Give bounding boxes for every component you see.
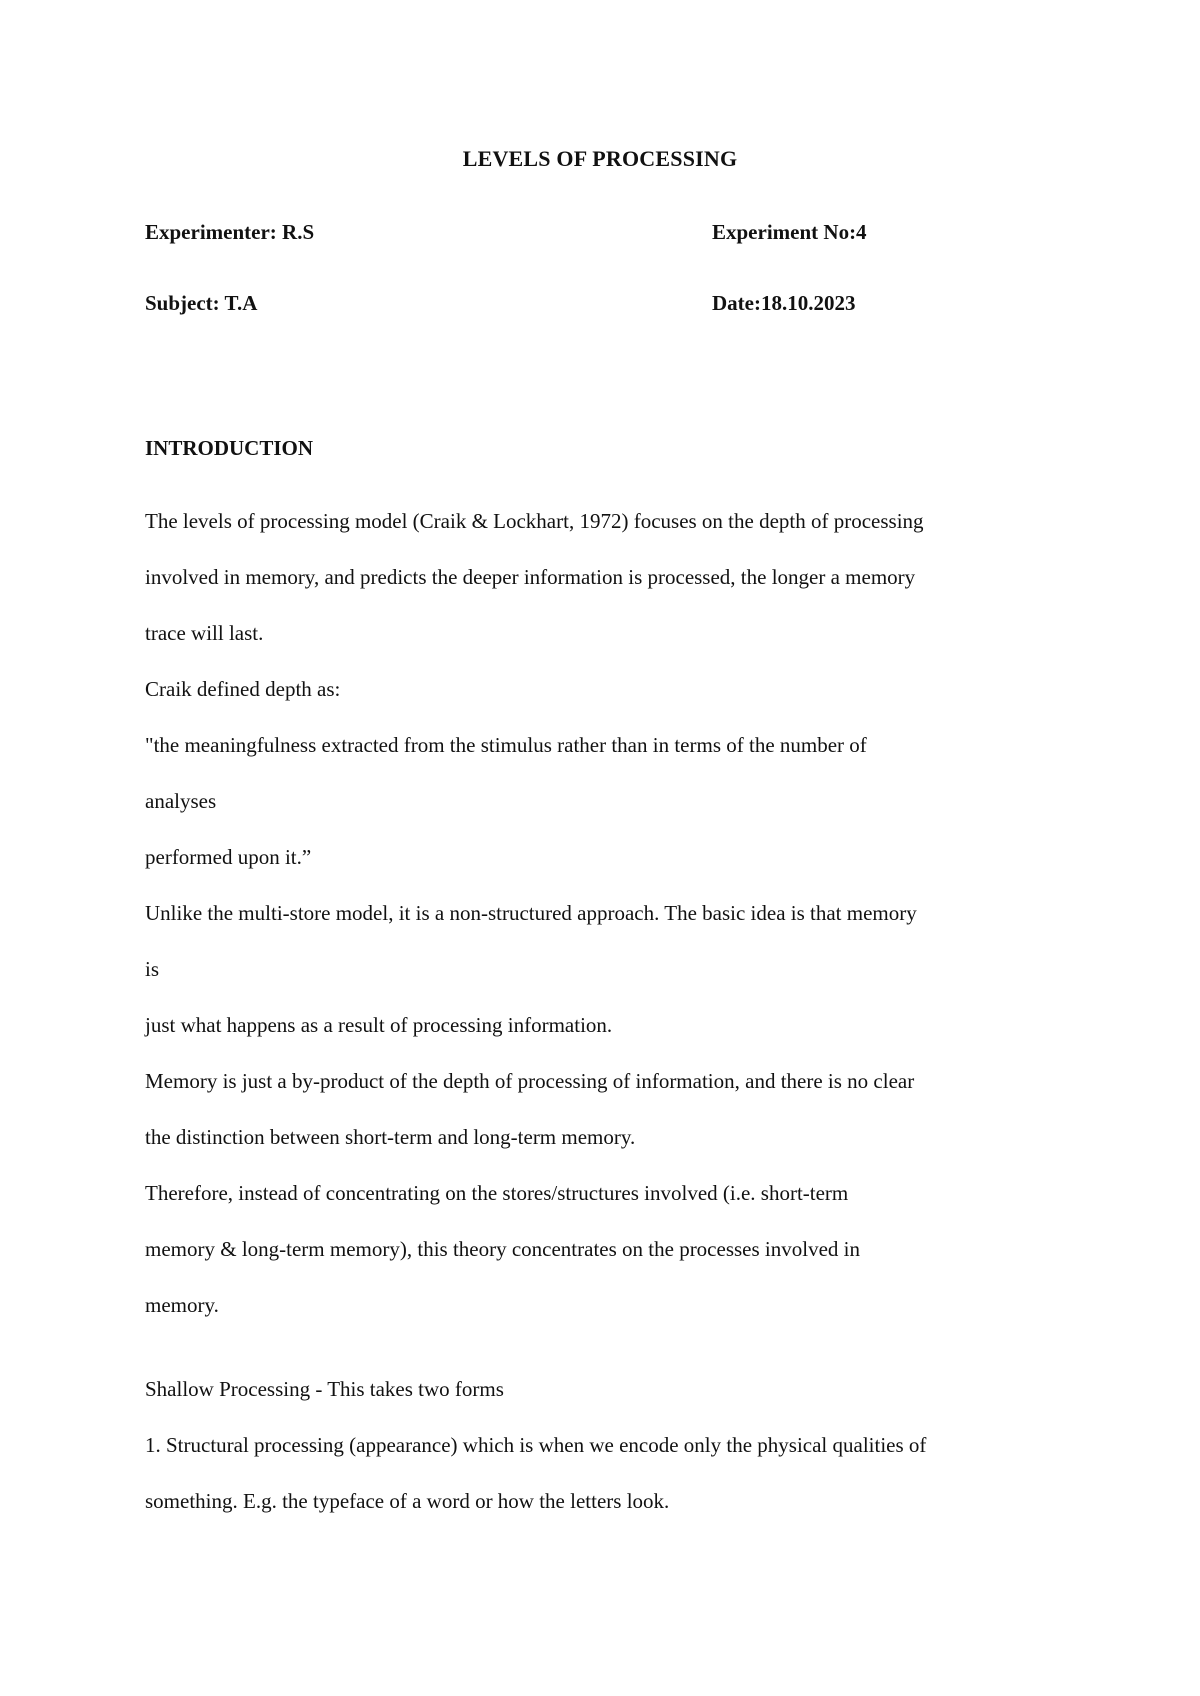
paragraph-line: something. E.g. the typeface of a word or how the letters look. [145, 1489, 670, 1513]
paragraph-line: just what happens as a result of processing information. [145, 1013, 613, 1037]
experimenter-field: Experimenter: R.S [145, 220, 315, 244]
quote-line: performed upon it.” [145, 845, 312, 869]
shallow-processing-heading: Shallow Processing - This takes two forms [145, 1377, 504, 1401]
paragraph-line: 1. Structural processing (appearance) which is when we encode only the physical qualities of [145, 1433, 927, 1457]
experiment-number-field: Experiment No:4 [712, 220, 867, 244]
subject-field: Subject: T.A [145, 291, 258, 315]
paragraph-line: The levels of processing model (Craik & Lockhart, 1972) focuses on the depth of processing [145, 509, 924, 533]
paragraph-line: involved in memory, and predicts the deeper information is processed, the longer a memory [145, 565, 916, 589]
paragraph-line: Craik defined depth as: [145, 677, 341, 701]
paragraph-line: is [145, 957, 160, 981]
paragraph-line: memory. [145, 1293, 219, 1317]
paragraph-line: Memory is just a by-product of the depth of processing of information, and there is no clear [145, 1069, 915, 1093]
paragraph-line: Unlike the multi-store model, it is a non-structured approach. The basic idea is that memory [145, 901, 917, 925]
document-title: LEVELS OF PROCESSING [462, 146, 738, 171]
quote-line: "the meaningfulness extracted from the stimulus rather than in terms of the number of [145, 733, 867, 757]
paragraph-line: memory & long-term memory), this theory concentrates on the processes involved in [145, 1237, 860, 1261]
paragraph-line: the distinction between short-term and long-term memory. [145, 1125, 636, 1149]
paragraph-line: trace will last. [145, 621, 264, 645]
paragraph-line: Therefore, instead of concentrating on the stores/structures involved (i.e. short-term [145, 1181, 849, 1205]
quote-line: analyses [145, 789, 217, 813]
introduction-heading: INTRODUCTION [145, 436, 314, 460]
date-field: Date:18.10.2023 [712, 291, 856, 315]
